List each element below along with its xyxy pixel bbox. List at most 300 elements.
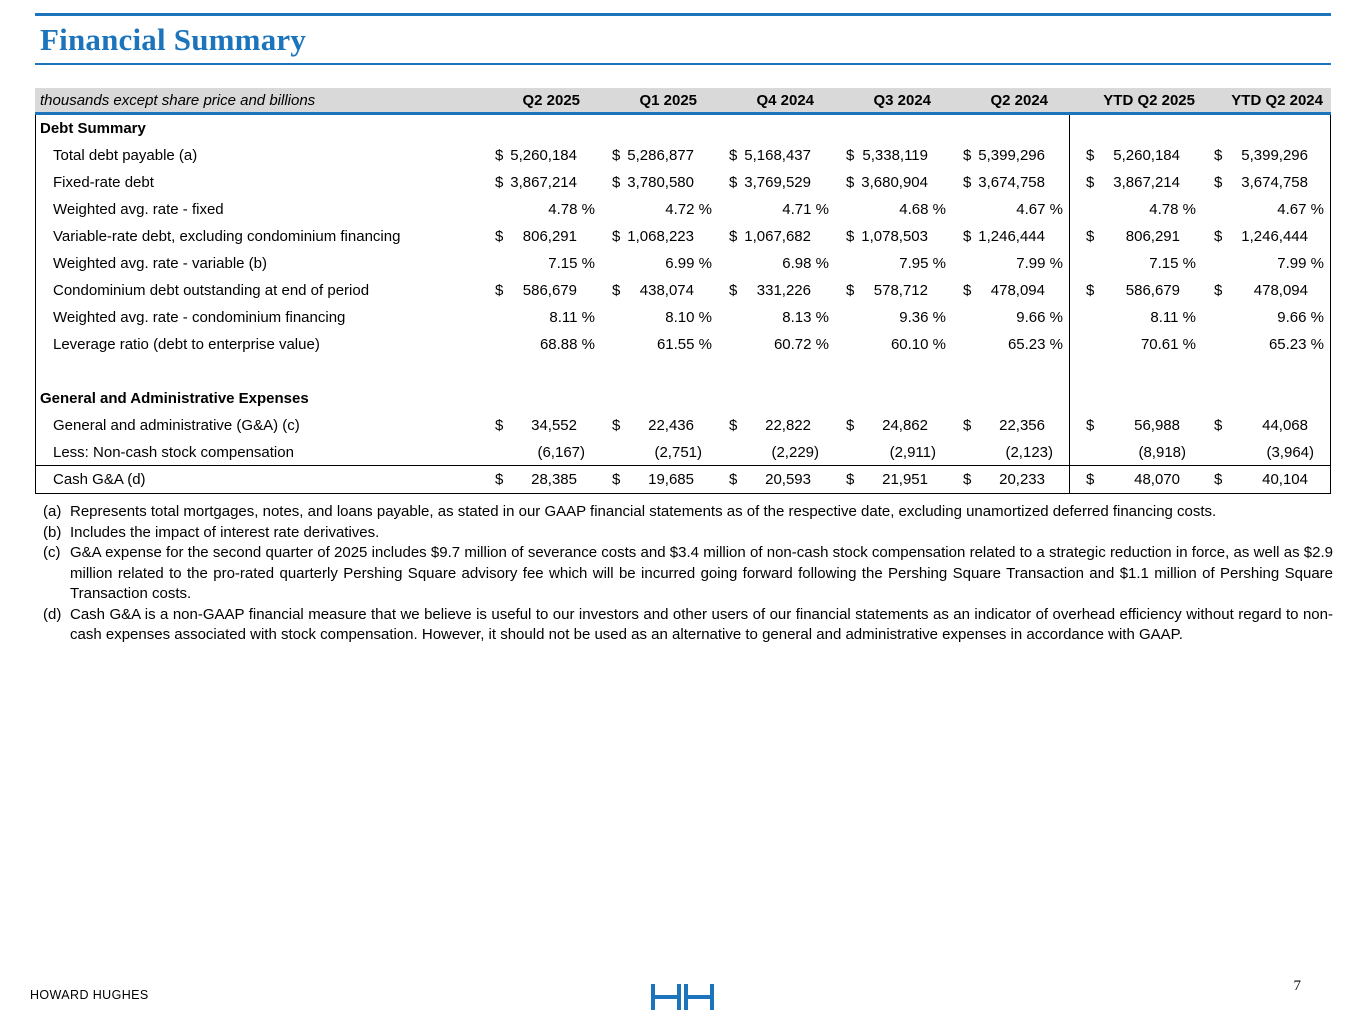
money-value: [612, 417, 694, 434]
table-cell: [484, 196, 601, 223]
row-label: Condominium debt outstanding at end of period: [53, 282, 370, 299]
table-cell: [718, 277, 835, 304]
currency-symbol: $: [1214, 147, 1223, 164]
table-cell: [718, 439, 835, 465]
amount: 806,291: [522, 228, 577, 245]
cell-value: 4.68 %: [899, 201, 946, 218]
money-value: [612, 228, 694, 245]
table-cell: [484, 223, 601, 250]
amount: 1,246,444: [978, 228, 1045, 245]
row-label: Total debt payable (a): [53, 147, 198, 164]
table-cell: [1082, 466, 1202, 493]
table-cell: [952, 466, 1069, 493]
amount: 56,988: [1134, 417, 1180, 434]
amount: 22,356: [999, 417, 1045, 434]
money-value: [963, 417, 1045, 434]
cell-value: 9.66 %: [1277, 309, 1324, 326]
table-cell: [1202, 439, 1330, 465]
cell-value: (8,918): [1138, 443, 1186, 461]
table-cell: [484, 142, 601, 169]
footnote-marker: (b): [43, 523, 62, 541]
table-cell: [484, 169, 601, 196]
cell-value: 9.36 %: [899, 309, 946, 326]
money-value: [1214, 228, 1308, 245]
amount: 5,399,296: [1241, 147, 1308, 164]
money-value: [495, 471, 577, 488]
column-divider: [1069, 358, 1082, 385]
footnote: [36, 605, 1333, 646]
column-divider: [1069, 439, 1082, 465]
table-cell: [1202, 466, 1330, 493]
table-row: [36, 439, 1330, 466]
amount: 44,068: [1262, 417, 1308, 434]
table-row: [36, 196, 1330, 223]
money-value: [846, 174, 928, 191]
table-cell: [718, 412, 835, 439]
table-row: [36, 304, 1330, 331]
table-cell: [1202, 250, 1330, 277]
currency-symbol: $: [612, 147, 621, 164]
table-row: [36, 169, 1330, 196]
currency-symbol: $: [963, 282, 972, 299]
money-value: [1214, 417, 1308, 434]
table-cell: [718, 304, 835, 331]
amount: 478,094: [990, 282, 1045, 299]
row-label: General and administrative (G&A) (c): [53, 417, 300, 434]
table-cell: [1082, 331, 1202, 358]
amount: 3,867,214: [510, 174, 577, 191]
table-cell: [1082, 412, 1202, 439]
column-divider: [1069, 304, 1082, 331]
hh-logo-icon: [651, 984, 714, 1010]
column-divider: [1069, 331, 1082, 358]
table-row: [36, 223, 1330, 250]
cell-value: 60.72 %: [773, 336, 829, 353]
currency-symbol: $: [729, 471, 738, 488]
money-value: [1214, 282, 1308, 299]
money-value: [612, 147, 694, 164]
row-label: Weighted avg. rate - condominium financing: [53, 309, 346, 326]
cell-value: 7.15 %: [1149, 255, 1196, 272]
row-label: Debt Summary: [40, 120, 146, 137]
table-cell: [952, 277, 1069, 304]
table-cell: [601, 196, 718, 223]
table-cell: [952, 250, 1069, 277]
table-cell: [1202, 223, 1330, 250]
table-cell: [1082, 142, 1202, 169]
cell-value: 4.72 %: [665, 201, 712, 218]
table-cell: [718, 223, 835, 250]
footnote-text: Cash G&A is a non-GAAP financial measure that we believe is useful to our investors and other users of our financial statements as an indicator of overhead efficiency without regard to non-cash expenses associated with stock compensation. However, it should not be used as an alternative to general and administrative expenses in accordance with GAAP.: [70, 605, 1333, 644]
amount: 3,780,580: [627, 174, 694, 191]
cell-value: (2,229): [771, 443, 819, 461]
column-header: Q2 2025: [522, 91, 580, 109]
table-cell: [1082, 358, 1202, 385]
currency-symbol: $: [495, 147, 504, 164]
table-cell: [484, 331, 601, 358]
cell-value: 7.15 %: [548, 255, 595, 272]
currency-symbol: $: [963, 228, 972, 245]
cell-value: 6.98 %: [782, 255, 829, 272]
cell-value: 9.66 %: [1016, 309, 1063, 326]
table-cell: [601, 385, 718, 412]
amount: 22,436: [648, 417, 694, 434]
amount: 331,226: [756, 282, 811, 299]
table-cell: [601, 250, 718, 277]
amount: 438,074: [639, 282, 694, 299]
table-cell: [952, 142, 1069, 169]
currency-symbol: $: [1214, 417, 1223, 434]
table-cell: [952, 385, 1069, 412]
money-value: [963, 282, 1045, 299]
currency-symbol: $: [846, 282, 855, 299]
table-cell: [835, 223, 952, 250]
amount: 5,168,437: [744, 147, 811, 164]
amount: 48,070: [1134, 471, 1180, 488]
currency-symbol: $: [495, 228, 504, 245]
table-cell: [718, 115, 835, 142]
footnote: [36, 543, 1333, 605]
column-header: Q1 2025: [639, 91, 697, 109]
table-cell: [718, 169, 835, 196]
cell-value: 7.99 %: [1277, 255, 1324, 272]
table-cell: [601, 223, 718, 250]
top-divider: [35, 13, 1331, 16]
currency-symbol: $: [846, 147, 855, 164]
table-cell: [1082, 385, 1202, 412]
amount: 1,246,444: [1241, 228, 1308, 245]
money-value: [612, 282, 694, 299]
currency-symbol: $: [846, 174, 855, 191]
table-cell: [835, 169, 952, 196]
footnote-marker: (d): [43, 605, 62, 623]
amount: 578,712: [873, 282, 928, 299]
column-divider: [1069, 466, 1082, 493]
amount: 22,822: [765, 417, 811, 434]
table-cell: [484, 439, 601, 465]
table-cell: [1202, 196, 1330, 223]
page-number: 7: [1293, 978, 1301, 994]
row-label: Weighted avg. rate - fixed: [53, 201, 224, 218]
row-label: Weighted avg. rate - variable (b): [53, 255, 267, 272]
table-row: [36, 277, 1330, 304]
table-cell: [952, 412, 1069, 439]
column-header: YTD Q2 2025: [1103, 91, 1195, 109]
cell-value: (2,911): [889, 443, 936, 461]
spacer-row: [36, 358, 1330, 385]
money-value: [1214, 471, 1308, 488]
cell-value: (2,123): [1005, 443, 1053, 461]
column-divider: [1069, 142, 1082, 169]
column-divider: [1069, 412, 1082, 439]
amount: 28,385: [531, 471, 577, 488]
money-value: [846, 471, 928, 488]
currency-symbol: $: [963, 471, 972, 488]
table-cell: [484, 358, 601, 385]
amount: 3,680,904: [861, 174, 928, 191]
money-value: [495, 147, 577, 164]
table-cell: [601, 412, 718, 439]
money-value: [729, 282, 811, 299]
table-row: [36, 466, 1330, 493]
money-value: [846, 282, 928, 299]
currency-symbol: $: [846, 417, 855, 434]
table-cell: [484, 115, 601, 142]
amount: 40,104: [1262, 471, 1308, 488]
page-title: Financial Summary: [40, 22, 307, 57]
row-label: Less: Non-cash stock compensation: [53, 443, 294, 461]
currency-symbol: $: [1086, 147, 1095, 164]
currency-symbol: $: [1086, 417, 1095, 434]
table-cell: [835, 196, 952, 223]
table-cell: [718, 358, 835, 385]
table-cell: [1082, 169, 1202, 196]
currency-symbol: $: [963, 147, 972, 164]
table-cell: [952, 115, 1069, 142]
money-value: [963, 228, 1045, 245]
money-value: [495, 417, 577, 434]
table-cell: [952, 196, 1069, 223]
money-value: [963, 174, 1045, 191]
row-label: Variable-rate debt, excluding condominium financing: [53, 228, 401, 245]
table-cell: [1202, 169, 1330, 196]
table-cell: [952, 358, 1069, 385]
cell-value: (6,167): [537, 443, 585, 461]
table-cell: [952, 223, 1069, 250]
currency-symbol: $: [729, 282, 738, 299]
currency-symbol: $: [729, 417, 738, 434]
table-cell: [1082, 250, 1202, 277]
currency-symbol: $: [612, 471, 621, 488]
money-value: [729, 228, 811, 245]
table-cell: [1082, 439, 1202, 465]
table-cell: [1082, 277, 1202, 304]
table-cell: [1202, 385, 1330, 412]
footnote: [36, 502, 1333, 523]
table-cell: [1082, 304, 1202, 331]
money-value: [846, 417, 928, 434]
amount: 24,862: [882, 417, 928, 434]
table-row: [36, 142, 1330, 169]
money-value: [1086, 417, 1180, 434]
footnote-text: G&A expense for the second quarter of 2025 includes $9.7 million of severance costs and $3.4 million of non-cash stock compensation related to a strategic reduction in force, as well as $2.9 million related to the pro-rated quarterly Pershing Square advisory fee which will be incurred going forward following the Pershing Square Transaction and $1.1 million of Pershing Square Transaction costs.: [70, 544, 1333, 603]
footnote-marker: (a): [43, 503, 62, 520]
financial-table: [35, 88, 1331, 494]
footnote-marker: (c): [43, 544, 61, 562]
table-cell: [601, 331, 718, 358]
cell-value: (3,964): [1266, 443, 1314, 461]
money-value: [612, 174, 694, 191]
title-divider: [35, 63, 1331, 65]
amount: 21,951: [882, 471, 928, 488]
column-divider: [1069, 223, 1082, 250]
cell-value: 4.71 %: [782, 201, 829, 218]
cell-value: 65.23 %: [1007, 336, 1063, 353]
currency-symbol: $: [612, 228, 621, 245]
cell-value: 4.67 %: [1277, 201, 1324, 218]
row-label: Leverage ratio (debt to enterprise value): [53, 336, 320, 353]
table-cell: [1202, 331, 1330, 358]
currency-symbol: $: [846, 228, 855, 245]
amount: 5,260,184: [510, 147, 577, 164]
amount: 20,593: [765, 471, 811, 488]
table-cell: [835, 331, 952, 358]
table-cell: [952, 439, 1069, 465]
currency-symbol: $: [1214, 228, 1223, 245]
cell-value: 61.55 %: [656, 336, 712, 353]
money-value: [729, 417, 811, 434]
footnote: [36, 523, 1333, 544]
money-value: [495, 228, 577, 245]
row-label: Fixed-rate debt: [53, 174, 154, 191]
currency-symbol: $: [963, 174, 972, 191]
currency-symbol: $: [612, 174, 621, 191]
cell-value: 68.88 %: [539, 336, 595, 353]
table-cell: [1202, 277, 1330, 304]
table-cell: [952, 331, 1069, 358]
money-value: [846, 147, 928, 164]
currency-symbol: $: [846, 471, 855, 488]
table-cell: [1202, 412, 1330, 439]
currency-symbol: $: [1214, 471, 1223, 488]
cell-value: 8.11 %: [1150, 309, 1196, 326]
currency-symbol: $: [729, 174, 738, 191]
currency-symbol: $: [495, 471, 504, 488]
column-divider: [1069, 115, 1082, 142]
table-cell: [835, 277, 952, 304]
amount: 3,674,758: [1241, 174, 1308, 191]
table-cell: [484, 250, 601, 277]
table-cell: [601, 304, 718, 331]
column-divider: [1069, 169, 1082, 196]
money-value: [612, 471, 694, 488]
table-cell: [1202, 358, 1330, 385]
table-cell: [1202, 115, 1330, 142]
amount: 586,679: [1125, 282, 1180, 299]
money-value: [846, 228, 928, 245]
table-cell: [1082, 223, 1202, 250]
table-cell: [718, 142, 835, 169]
footnote-text: Represents total mortgages, notes, and loans payable, as stated in our GAAP financial statements as of the respective date, excluding unamortized deferred financing costs.: [70, 503, 1217, 520]
table-cell: [484, 385, 601, 412]
cell-value: 8.13 %: [782, 309, 829, 326]
currency-symbol: $: [963, 417, 972, 434]
money-value: [963, 471, 1045, 488]
cell-value: (2,751): [654, 443, 702, 461]
table-cell: [601, 358, 718, 385]
currency-symbol: $: [1086, 282, 1095, 299]
amount: 3,769,529: [744, 174, 811, 191]
table-cell: [718, 385, 835, 412]
table-row: [36, 250, 1330, 277]
cell-value: 6.99 %: [665, 255, 712, 272]
money-value: [1086, 471, 1180, 488]
cell-value: 4.67 %: [1016, 201, 1063, 218]
table-cell: [484, 277, 601, 304]
table-cell: [601, 142, 718, 169]
money-value: [1214, 174, 1308, 191]
currency-symbol: $: [495, 417, 504, 434]
table-cell: [952, 304, 1069, 331]
currency-symbol: $: [1086, 228, 1095, 245]
footnote-text: Includes the impact of interest rate derivatives.: [70, 523, 380, 541]
table-cell: [835, 466, 952, 493]
company-name: HOWARD HUGHES: [30, 988, 149, 1002]
column-divider: [1069, 196, 1082, 223]
amount: 20,233: [999, 471, 1045, 488]
money-value: [1214, 147, 1308, 164]
table-cell: [1202, 304, 1330, 331]
column-header: Q3 2024: [873, 91, 931, 109]
table-cell: [835, 439, 952, 465]
currency-symbol: $: [729, 147, 738, 164]
table-cell: [835, 358, 952, 385]
money-value: [1086, 174, 1180, 191]
section-row: [36, 115, 1330, 142]
table-cell: [835, 385, 952, 412]
money-value: [729, 147, 811, 164]
currency-symbol: $: [1214, 174, 1223, 191]
money-value: [963, 147, 1045, 164]
row-label: General and Administrative Expenses: [40, 390, 309, 407]
cell-value: 7.99 %: [1016, 255, 1063, 272]
money-value: [729, 471, 811, 488]
table-cell: [718, 331, 835, 358]
amount: 34,552: [531, 417, 577, 434]
amount: 1,078,503: [861, 228, 928, 245]
table-cell: [718, 250, 835, 277]
amount: 586,679: [522, 282, 577, 299]
amount: 5,338,119: [862, 147, 928, 164]
money-value: [495, 174, 577, 191]
column-header: Q4 2024: [756, 91, 814, 109]
table-cell: [601, 169, 718, 196]
cell-value: 60.10 %: [890, 336, 946, 353]
amount: 1,068,223: [627, 228, 694, 245]
table-row: [36, 412, 1330, 439]
table-cell: [952, 169, 1069, 196]
currency-symbol: $: [612, 282, 621, 299]
currency-symbol: $: [1086, 174, 1095, 191]
amount: 5,399,296: [978, 147, 1045, 164]
column-header: YTD Q2 2024: [1231, 91, 1323, 109]
money-value: [1086, 147, 1180, 164]
footnotes: [36, 502, 1333, 646]
amount: 478,094: [1253, 282, 1308, 299]
money-value: [495, 282, 577, 299]
cell-value: 4.78 %: [1149, 201, 1196, 218]
amount: 1,067,682: [744, 228, 811, 245]
currency-symbol: $: [612, 417, 621, 434]
cell-value: 8.10 %: [665, 309, 712, 326]
currency-symbol: $: [495, 282, 504, 299]
section-row: [36, 385, 1330, 412]
column-header: Q2 2024: [990, 91, 1048, 109]
currency-symbol: $: [729, 228, 738, 245]
table-cell: [484, 304, 601, 331]
table-row: [36, 331, 1330, 358]
table-cell: [1082, 196, 1202, 223]
currency-symbol: $: [495, 174, 504, 191]
cell-value: 65.23 %: [1268, 336, 1324, 353]
table-cell: [718, 466, 835, 493]
amount: 806,291: [1125, 228, 1180, 245]
table-cell: [718, 196, 835, 223]
amount: 3,674,758: [978, 174, 1045, 191]
money-value: [729, 174, 811, 191]
currency-symbol: $: [1214, 282, 1223, 299]
table-body: [35, 115, 1331, 494]
